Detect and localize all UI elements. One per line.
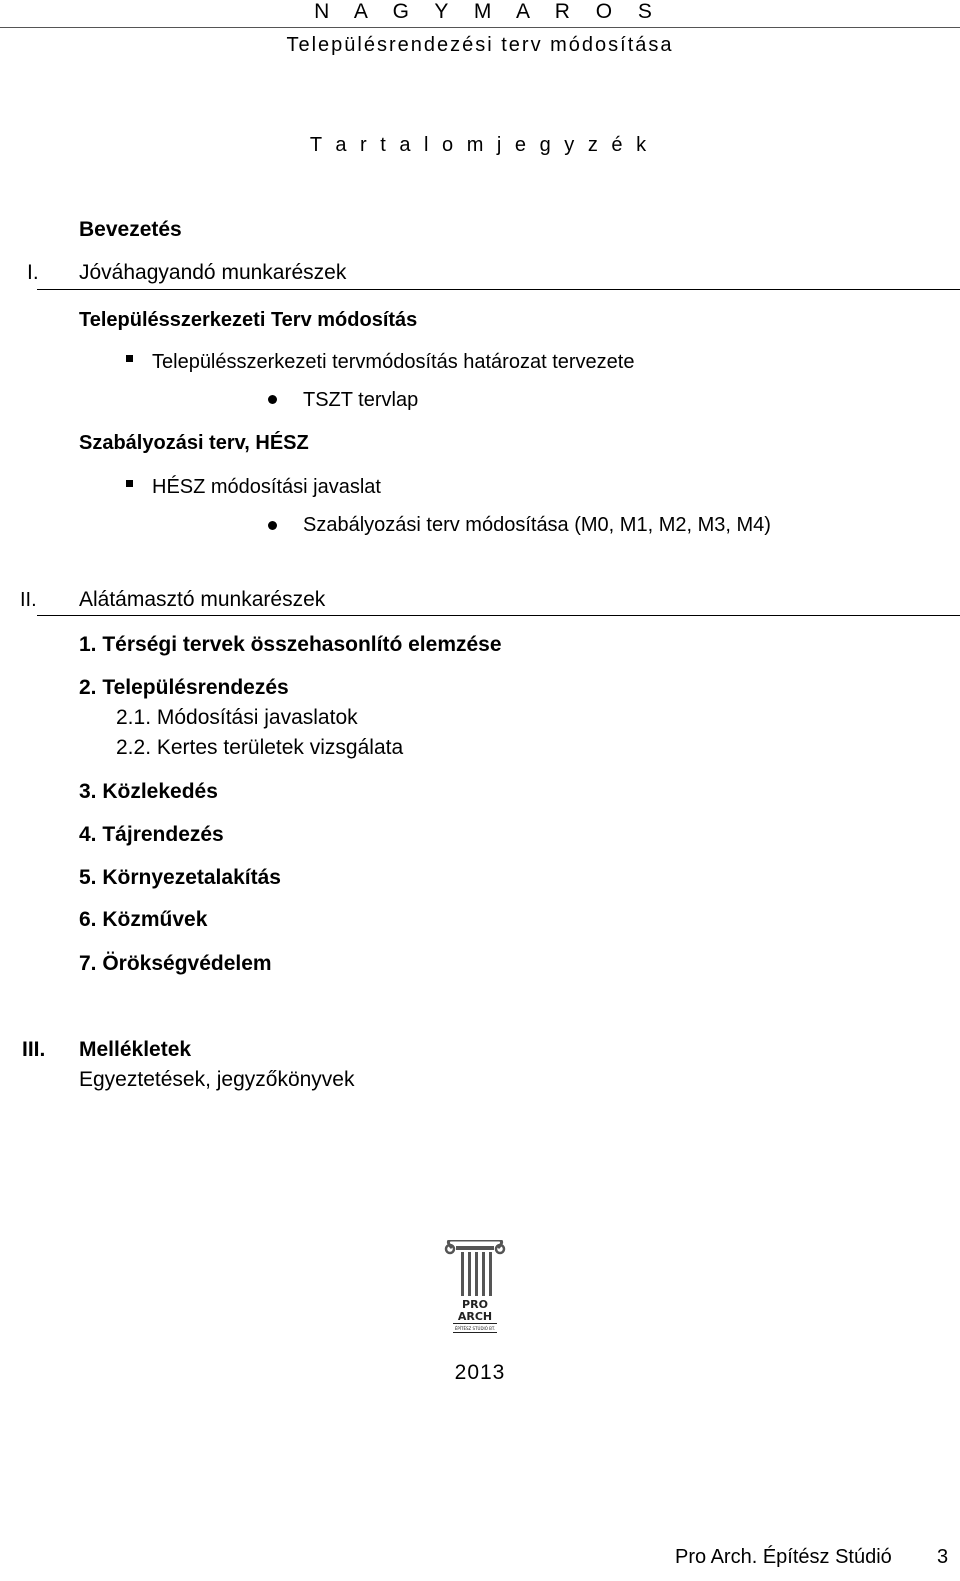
logo-line1: PRO (462, 1298, 488, 1311)
footer-company: Pro Arch. Építész Stúdió (675, 1546, 892, 1568)
section-structure-heading: Településszerkezeti Terv módosítás (79, 309, 418, 331)
header-rule (0, 27, 960, 28)
part2-rule (37, 615, 960, 616)
square-bullet-icon (126, 355, 133, 362)
header-town: N A G Y M A R O S (314, 0, 662, 23)
part2-title: Alátámasztó munkarészek (79, 588, 326, 611)
toc-subitem: 2.2. Kertes területek vizsgálata (116, 736, 404, 759)
part1-title: Jóváhagyandó munkarészek (79, 261, 347, 284)
part3-numeral: III. (22, 1038, 46, 1061)
toc-item: 4. Tájrendezés (79, 823, 224, 846)
part3-title: Mellékletek (79, 1038, 192, 1061)
pro-arch-logo (440, 1240, 510, 1336)
toc-subitem: 2.1. Módosítási javaslatok (116, 706, 358, 729)
toc-title: T a r t a l o m j e g y z é k (309, 134, 651, 156)
square-bullet-icon (126, 480, 133, 487)
toc-item: 2. Településrendezés (79, 676, 289, 699)
intro-heading: Bevezetés (79, 218, 182, 241)
logo-line2: ARCH (457, 1310, 493, 1323)
round-bullet-icon (268, 395, 277, 404)
section-regulation-subitem: Szabályozási terv módosítása (M0, M1, M2, M3, M4) (303, 514, 771, 536)
part2-numeral: II. (20, 589, 37, 611)
toc-item: 6. Közművek (79, 908, 208, 931)
toc-item: 7. Örökségvédelem (79, 952, 272, 975)
part3-item: Egyeztetések, jegyzőkönyvek (79, 1068, 355, 1091)
section-regulation-heading: Szabályozási terv, HÉSZ (79, 432, 309, 454)
year: 2013 (454, 1361, 506, 1384)
part1-numeral: I. (27, 261, 39, 284)
section-structure-item: Településszerkezeti tervmódosítás határozat tervezete (152, 351, 635, 373)
footer-page-number: 3 (937, 1546, 949, 1568)
part1-rule (37, 289, 960, 290)
toc-item: 3. Közlekedés (79, 780, 218, 803)
logo-line3: ÉPÍTÉSZ STÚDIÓ BT. (454, 1326, 496, 1331)
toc-item: 5. Környezetalakítás (79, 866, 281, 889)
round-bullet-icon (268, 521, 277, 530)
section-structure-subitem: TSZT tervlap (303, 389, 419, 411)
toc-item: 1. Térségi tervek összehasonlító elemzése (79, 633, 502, 656)
header-subtitle: Településrendezési terv módosítása (286, 34, 674, 56)
section-regulation-item: HÉSZ módosítási javaslat (152, 476, 381, 498)
